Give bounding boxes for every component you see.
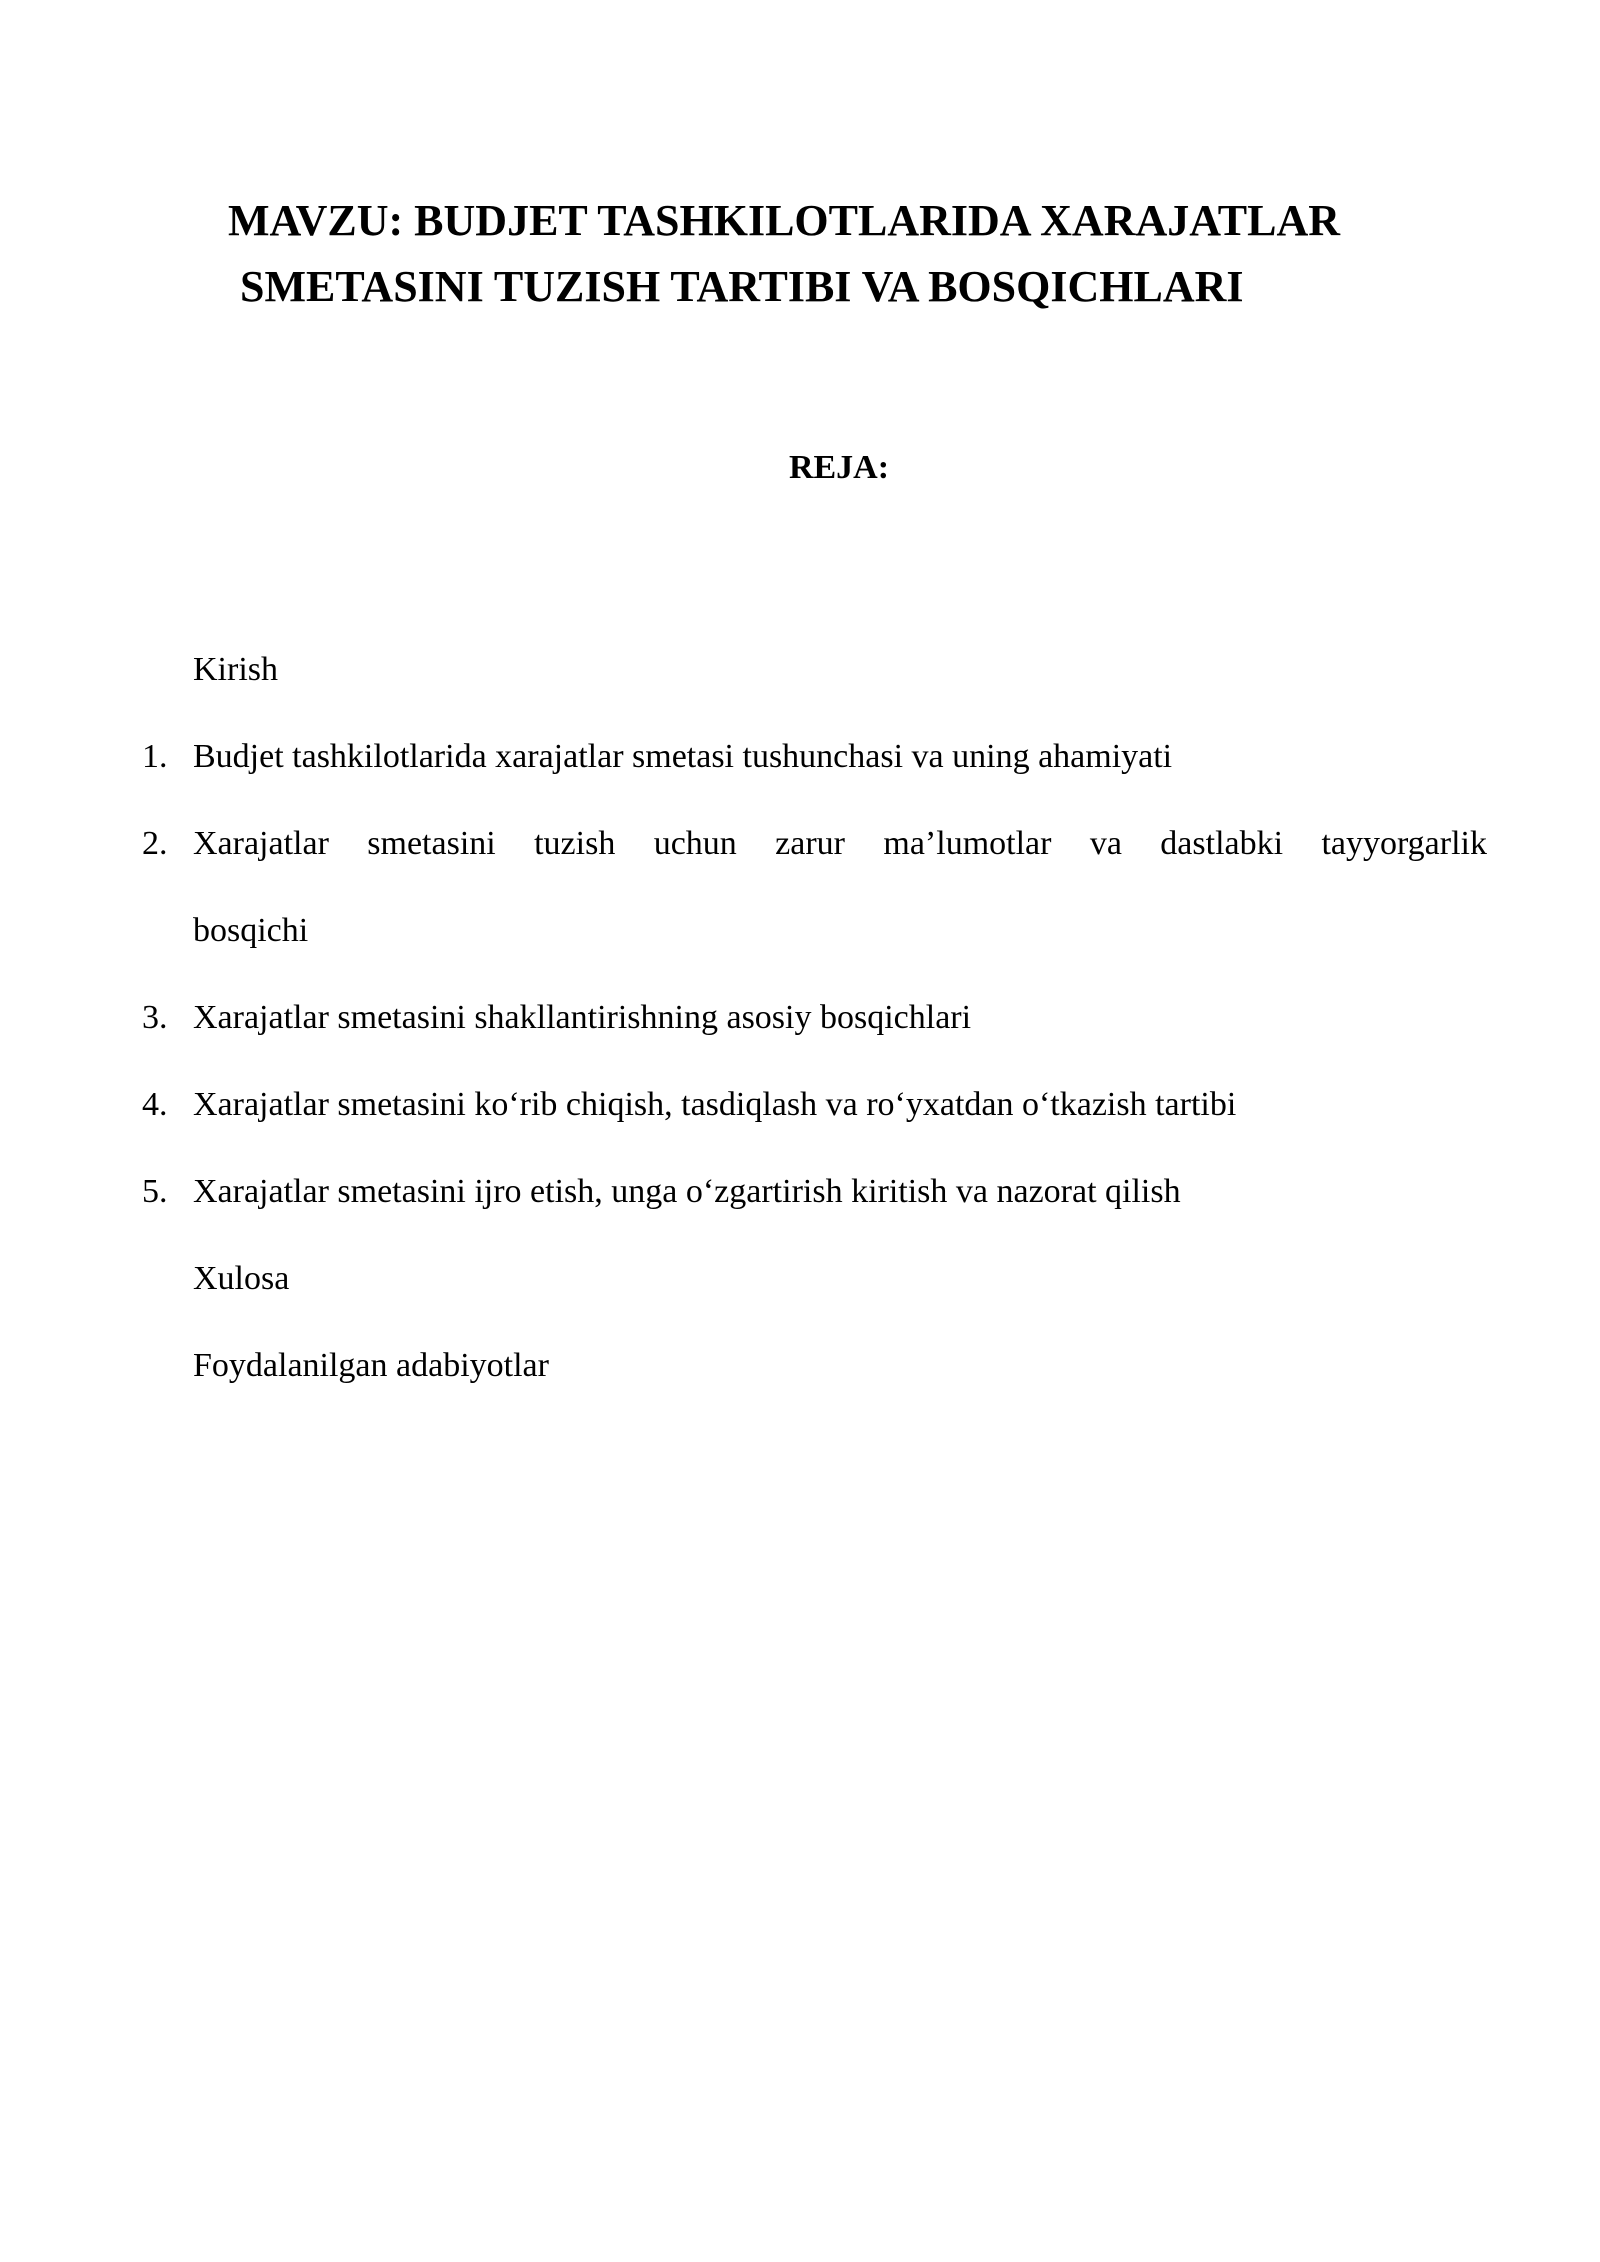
plan-references xyxy=(0,1336,1600,1396)
page-title-line-1: MAVZU: BUDJET TASHKILOTLARIDA XARAJATLAR xyxy=(228,196,1341,245)
plan-item-1 xyxy=(0,727,1600,787)
plan-item-number: 5. xyxy=(142,1173,168,1210)
plan-item-number: 3. xyxy=(142,999,168,1036)
plan-item-number: 4. xyxy=(142,1086,168,1123)
plan-item-text: Xarajatlar smetasini tuzish uchun zarur ma’lumotlar va dastlabki tayyorgarlik xyxy=(193,825,1487,862)
plan-item-text: Xarajatlar smetasini koʻrib chiqish, tasdiqlash va roʻyxatdan oʻtkazish tartibi xyxy=(193,1086,1237,1123)
plan-conclusion-text: Xulosa xyxy=(193,1260,290,1297)
plan-intro xyxy=(0,640,1600,700)
plan-item-text: Xarajatlar smetasini shakllantirishning asosiy bosqichlari xyxy=(193,999,972,1036)
plan-item-2 xyxy=(0,814,1600,874)
plan-item-5 xyxy=(0,1162,1600,1222)
plan-heading: REJA: xyxy=(788,449,890,486)
plan-item-text-continuation: bosqichi xyxy=(193,912,309,949)
plan-item-4 xyxy=(0,1075,1600,1135)
plan-item-number: 2. xyxy=(142,825,168,862)
page-title-line-2: SMETASINI TUZISH TARTIBI VA BOSQICHLARI xyxy=(240,262,1244,311)
plan-conclusion xyxy=(0,1249,1600,1309)
plan-item-3 xyxy=(0,988,1600,1048)
plan-item-text: Xarajatlar smetasini ijro etish, unga oʻzgartirish kiritish va nazorat qilish xyxy=(193,1173,1181,1210)
plan-intro-text: Kirish xyxy=(193,651,278,688)
plan-item-2-continuation xyxy=(0,901,1600,961)
plan-references-text: Foydalanilgan adabiyotlar xyxy=(193,1347,549,1384)
plan-item-number: 1. xyxy=(142,738,168,775)
plan-item-text: Budjet tashkilotlarida xarajatlar smetasi tushunchasi va uning ahamiyati xyxy=(193,738,1173,775)
